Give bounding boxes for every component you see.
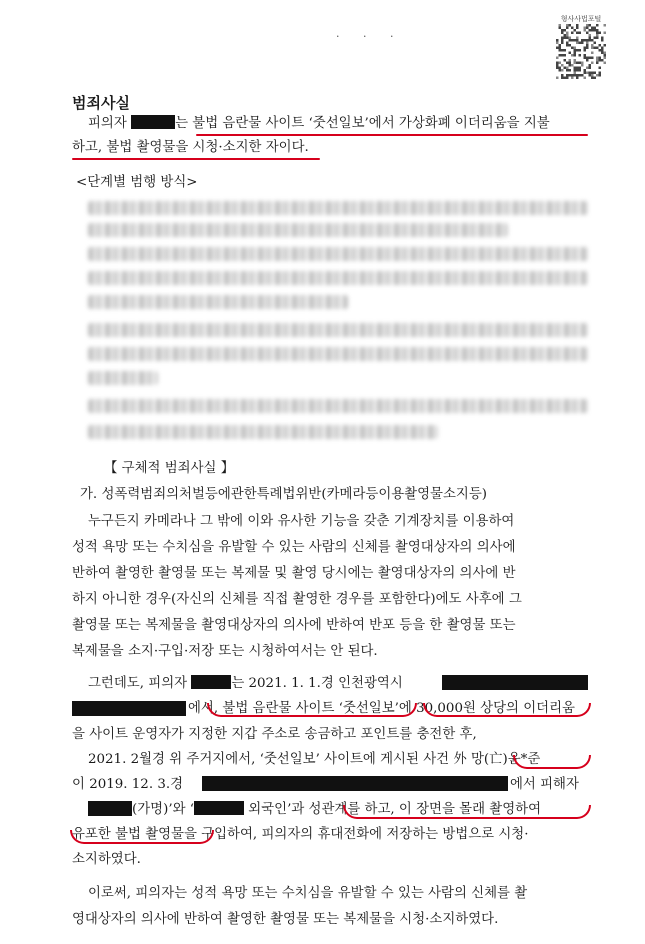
redaction-box <box>131 115 175 129</box>
fact-text: (가명)’와 ‘ <box>132 802 195 817</box>
fact-line <box>88 673 403 695</box>
fact-text: 을 구입하여, 피의자의 휴대전화에 저장하는 방법으로 시청· <box>184 827 529 842</box>
facts-text: 이다. <box>278 140 309 155</box>
red-oval-underline <box>70 830 214 844</box>
fact-line: 에서 피해자 <box>510 777 579 792</box>
red-oval-underline <box>423 703 591 717</box>
fact-text: 2021. 2월경 위 주거지에서, ‘줏선일보’ 사이트에 게시된 사건 外 <box>88 752 471 767</box>
conclusion-line: 영대상자의 의사에 반하여 촬영한 촬영물 또는 복제물을 시청·소지하였다. <box>72 912 499 927</box>
law-line: 성적 욕망 또는 수치심을 유발할 수 있는 사람의 신체를 촬영대상자의 의사에 <box>72 540 516 555</box>
section-title-specific: 【 구체적 범죄사실 】 <box>104 461 235 476</box>
facts-text: 는 <box>175 116 193 131</box>
red-oval-underline <box>207 703 417 717</box>
law-line: 하지 아니한 경우(자신의 신체를 직접 촬영한 경우를 포함한다)에도 사후에 그 <box>72 592 522 607</box>
fact-text: 에 <box>398 701 417 716</box>
facts-text: 피의자 <box>88 116 132 131</box>
fact-text: 는 2021. 1. 1.경 인천광역시 <box>231 676 403 691</box>
law-line: 복제물을 소지·구입·저장 또는 시청하여서는 안 된다. <box>72 644 378 659</box>
red-oval-underline <box>513 755 591 769</box>
conclusion-line: 이로써, 피의자는 성적 욕망 또는 수치심을 유발할 수 있는 사람의 신체를 촬 <box>88 886 528 901</box>
highlighted-text: 하고, 불법 촬영물을 시청·소지한 자 <box>72 140 279 155</box>
fact-line <box>72 774 183 796</box>
law-line: 누구든지 카메라나 그 밖에 이와 유사한 기능을 갖춘 기계장치를 이용하여 <box>88 514 515 529</box>
fact-text: 그런데도, 피의자 <box>88 676 192 691</box>
section-title-method: <단계별 범행 방식> <box>76 175 198 190</box>
fact-text: 에서, <box>188 701 223 716</box>
top-dots: · · · <box>336 30 404 43</box>
law-line: 촬영물 또는 복제물을 촬영대상자의 의사에 반하여 반포 등을 한 촬영물 또는 <box>72 618 516 633</box>
fact-line <box>88 749 540 771</box>
redaction-box <box>202 776 508 791</box>
fact-line: 소지하였다. <box>72 852 141 867</box>
highlighted-text: 불법 음란물 사이트 ‘줏선일보’ <box>222 701 399 716</box>
charge-title: 가. 성폭력범죄의처벌등에관한특례법위반(카메라등이용촬영물소지등) <box>80 487 488 502</box>
redaction-box <box>88 801 132 816</box>
fact-text: 이 2019. 12. 3.경 <box>72 777 184 792</box>
red-oval-underline <box>343 805 591 819</box>
redaction-box <box>442 675 588 690</box>
facts-line-2 <box>72 137 309 159</box>
redaction-box <box>191 675 231 689</box>
qr-label: 형사사법포털 <box>560 15 602 23</box>
facts-line-1 <box>88 113 550 135</box>
law-line: 반하여 촬영한 촬영물 또는 복제물 및 촬영 당시에는 촬영대상자의 의사에 반 <box>72 566 516 581</box>
redaction-box <box>194 801 244 815</box>
highlighted-text: 망(亡)윤*준 <box>470 752 541 767</box>
fact-text: 외국인’과 <box>244 802 309 817</box>
fact-line: 을 사이트 운영자가 지정한 지갑 주소로 송금하고 포인트를 충전한 후, <box>72 727 477 742</box>
section-title-facts: 범죄사실 <box>72 94 130 112</box>
highlighted-text: 유포한 불법 촬영물 <box>72 827 184 842</box>
red-underline <box>72 158 320 160</box>
redaction-box <box>72 701 186 716</box>
highlighted-text: 성관계를 하고, 이 장면을 몰래 촬영하여 <box>308 802 542 817</box>
qr-code-icon <box>556 24 606 80</box>
red-underline <box>196 134 588 136</box>
highlighted-text: 불법 음란물 사이트 ‘줏선일보’에서 가상화폐 이더리움을 지불 <box>192 116 550 131</box>
highlighted-text: 30,000원 상당의 이더리움 <box>416 701 575 716</box>
